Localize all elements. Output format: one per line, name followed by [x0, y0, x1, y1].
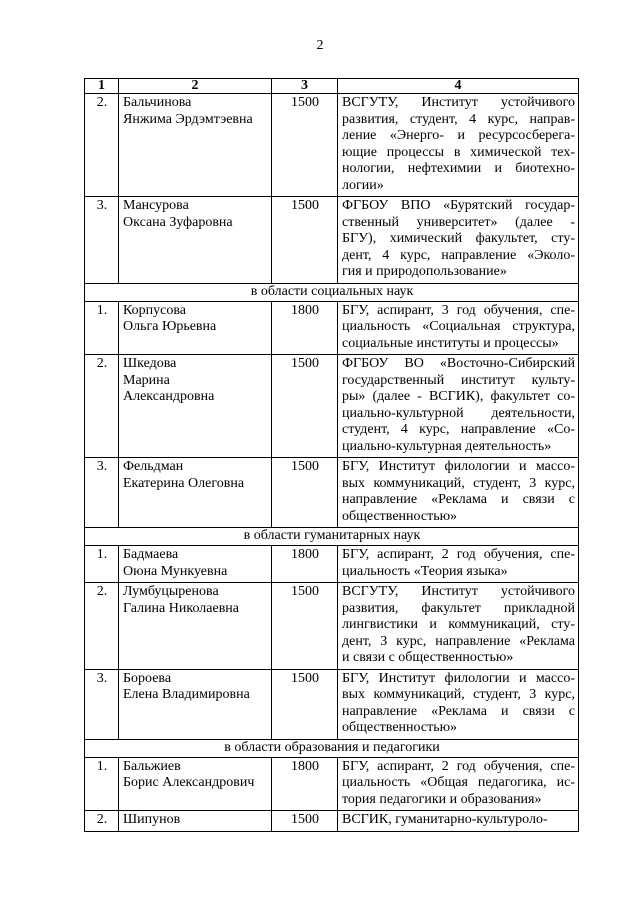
description-line: лингвистики и коммуникаций, сту- — [342, 617, 575, 632]
description-line: тория педагогики и образования» — [342, 791, 542, 807]
description — [338, 197, 579, 284]
description-line: циальность «Социальная структура, — [342, 319, 575, 334]
table-row — [85, 301, 579, 355]
name-line: Борис Александрович — [123, 775, 255, 790]
description-line: направление «Реклама и связи с — [342, 703, 575, 719]
description-line: развития, факультет прикладной — [342, 600, 575, 616]
person-name — [119, 197, 272, 284]
row-number: 1. — [85, 757, 119, 811]
description-line: циально-культурной деятельности, — [342, 405, 575, 421]
description-line: циальность «Теория языка» — [342, 563, 508, 579]
header-col-1: 1 — [85, 79, 119, 94]
name-line: Ольга Юрьевна — [123, 319, 217, 334]
table-row — [85, 669, 579, 739]
amount: 1500 — [272, 669, 338, 739]
row-number: 3. — [85, 197, 119, 284]
description — [338, 811, 579, 832]
header-col-3: 3 — [272, 79, 338, 94]
person-name — [119, 546, 272, 583]
name-line: Янжима Эрдэмтэевна — [123, 111, 253, 127]
table-header-row — [85, 79, 579, 94]
description — [338, 94, 579, 197]
description-line: ственный университет» (далее - — [342, 214, 575, 230]
name-line: Бальжиев — [123, 758, 181, 774]
description-line: БГУ, аспирант, 2 год обучения, спе- — [342, 547, 575, 562]
person-name — [119, 757, 272, 811]
name-line: Бальчинова — [123, 95, 192, 110]
name-line: Александровна — [123, 389, 215, 404]
description-line: ВСГУТУ, Институт устойчивого — [342, 95, 575, 110]
table-row — [85, 546, 579, 583]
table-row — [85, 94, 579, 197]
description — [338, 669, 579, 739]
name-line: Фельдман — [123, 459, 184, 474]
person-name — [119, 458, 272, 528]
description-line: БГУ), химический факультет, сту- — [342, 231, 575, 246]
description-line: вых коммуникаций, студент, 3 курс, — [342, 475, 575, 491]
header-col-2: 2 — [119, 79, 272, 94]
table-row — [85, 197, 579, 284]
description-line: ФГБОУ ВО «Восточно-Сибирский — [342, 356, 575, 371]
section-title: в области социальных наук — [85, 283, 579, 301]
table-row — [85, 458, 579, 528]
amount: 1800 — [272, 546, 338, 583]
name-line: Корпусова — [123, 302, 186, 318]
amount: 1800 — [272, 301, 338, 355]
description-line: социальные институты и процессы» — [342, 335, 559, 351]
row-number: 2. — [85, 94, 119, 197]
name-line: Оксана Зуфаровна — [123, 214, 233, 230]
amount: 1500 — [272, 458, 338, 528]
amount: 1500 — [272, 583, 338, 670]
description-line: циально-культурная деятельность» — [342, 438, 552, 454]
scholarship-table — [84, 78, 579, 832]
amount: 1500 — [272, 355, 338, 458]
description-line: ление «Энерго- и ресурсосберега- — [342, 128, 575, 143]
description — [338, 757, 579, 811]
description-line: БГУ, Институт филологии и массо- — [342, 459, 575, 474]
description-line: общественностью» — [342, 508, 458, 524]
section-row — [85, 528, 579, 546]
row-number: 2. — [85, 583, 119, 670]
person-name — [119, 355, 272, 458]
name-line: Бадмаева — [123, 547, 179, 562]
name-line: Шипунов — [123, 812, 181, 827]
table-row — [85, 583, 579, 670]
person-name — [119, 94, 272, 197]
description — [338, 546, 579, 583]
description-line: направление «Реклама и связи с — [342, 492, 575, 507]
description-line: циальность «Общая педагогика, ис- — [342, 775, 575, 790]
description-line: ВСГИК, гуманитарно-культуроло- — [342, 812, 548, 827]
name-line: Екатерина Олеговна — [123, 475, 245, 491]
amount: 1800 — [272, 757, 338, 811]
person-name — [119, 301, 272, 355]
table-row — [85, 355, 579, 458]
description-line: БГУ, Институт филологии и массо- — [342, 670, 575, 686]
amount: 1500 — [272, 811, 338, 832]
description — [338, 301, 579, 355]
page-number: 2 — [316, 38, 324, 53]
description-line: гия и природопользование» — [342, 264, 507, 279]
description-line: развития, студент, 4 курс, направ- — [342, 111, 575, 127]
section-row — [85, 283, 579, 301]
description-line: ВСГУТУ, Институт устойчивого — [342, 584, 575, 599]
name-line: Лумбуцыренова — [123, 584, 219, 599]
row-number: 2. — [85, 811, 119, 832]
description-line: вых коммуникаций, студент, 3 курс, — [342, 687, 575, 702]
description-line: ющие процессы в химической тех- — [342, 144, 575, 160]
description — [338, 583, 579, 670]
row-number: 2. — [85, 355, 119, 458]
section-title: в области образования и педагогики — [85, 739, 579, 757]
row-number: 1. — [85, 301, 119, 355]
name-line: Шкедова — [123, 356, 177, 371]
description-line: нологии, нефтехимии и биотехно- — [342, 161, 575, 176]
description-line: государственный институт культу- — [342, 372, 575, 388]
amount: 1500 — [272, 197, 338, 284]
row-number: 3. — [85, 669, 119, 739]
description-line: дент, 4 курс, направление «Эколо- — [342, 247, 575, 263]
section-row — [85, 739, 579, 757]
person-name — [119, 583, 272, 670]
table-row — [85, 757, 579, 811]
description-line: ФГБОУ ВПО «Бурятский государ- — [342, 198, 575, 213]
name-line: Оюна Мункуевна — [123, 563, 228, 579]
description-line: логии» — [342, 177, 384, 193]
name-line: Елена Владимировна — [123, 687, 250, 702]
description-line: и связи с общественностью» — [342, 650, 514, 665]
row-number: 1. — [85, 546, 119, 583]
person-name — [119, 669, 272, 739]
section-title: в области гуманитарных наук — [85, 528, 579, 546]
name-line: Мансурова — [123, 198, 189, 213]
name-line: Бороева — [123, 670, 172, 686]
name-line: Галина Николаевна — [123, 600, 240, 616]
description — [338, 458, 579, 528]
description-line: БГУ, аспирант, 2 год обучения, спе- — [342, 758, 575, 774]
description-line: общественностью» — [342, 720, 458, 735]
header-col-4: 4 — [338, 79, 579, 94]
description-line: дент, 3 курс, направление «Реклама — [342, 633, 575, 649]
person-name — [119, 811, 272, 832]
table-body — [85, 94, 579, 832]
amount: 1500 — [272, 94, 338, 197]
name-line: Марина — [123, 372, 170, 388]
table-row — [85, 811, 579, 832]
description — [338, 355, 579, 458]
row-number: 3. — [85, 458, 119, 528]
description-line: БГУ, аспирант, 3 год обучения, спе- — [342, 302, 575, 318]
description-line: ры» (далее - ВСГИК), факультет со- — [342, 389, 575, 404]
description-line: студент, 4 курс, направление «Со- — [342, 422, 575, 437]
